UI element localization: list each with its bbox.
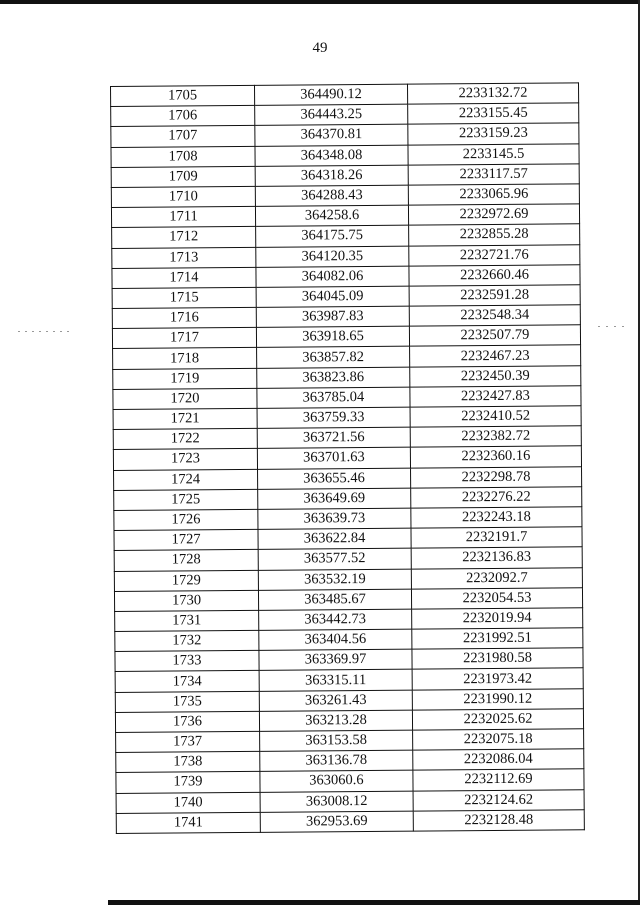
x-coordinate-cell: 363701.63 <box>257 448 410 469</box>
point-number-cell: 1722 <box>113 429 257 450</box>
y-coordinate-cell: 2232298.78 <box>411 466 582 488</box>
y-coordinate-cell: 2232075.18 <box>413 729 584 751</box>
x-coordinate-cell: 363008.12 <box>260 791 413 812</box>
scan-edge-bottom <box>108 900 640 905</box>
point-number-cell: 1712 <box>112 227 256 248</box>
point-number-cell: 1720 <box>113 388 257 409</box>
y-coordinate-cell: 2232855.28 <box>409 224 580 246</box>
point-number-cell: 1710 <box>111 186 255 207</box>
point-number-cell: 1721 <box>113 408 257 429</box>
point-number-cell: 1731 <box>115 610 259 631</box>
y-coordinate-cell: 2232124.62 <box>413 789 584 811</box>
x-coordinate-cell: 364348.08 <box>255 145 408 166</box>
y-coordinate-cell: 2232025.62 <box>412 709 583 731</box>
y-coordinate-cell: 2232972.69 <box>408 204 579 226</box>
point-number-cell: 1737 <box>116 731 260 752</box>
y-coordinate-cell: 2232191.7 <box>411 527 582 549</box>
point-number-cell: 1709 <box>111 166 255 187</box>
x-coordinate-cell: 363485.67 <box>258 589 411 610</box>
y-coordinate-cell: 2232136.83 <box>411 547 582 569</box>
y-coordinate-cell: 2232019.94 <box>412 608 583 630</box>
point-number-cell: 1727 <box>114 529 258 550</box>
x-coordinate-cell: 364288.43 <box>255 185 408 206</box>
page-number: 49 <box>312 40 328 56</box>
x-coordinate-cell: 364370.81 <box>255 125 408 146</box>
x-coordinate-cell: 363577.52 <box>258 548 411 569</box>
y-coordinate-cell: 2231992.51 <box>412 628 583 650</box>
y-coordinate-cell: 2231973.42 <box>412 668 583 690</box>
point-number-cell: 1705 <box>111 85 255 106</box>
y-coordinate-cell: 2232427.83 <box>410 386 581 408</box>
point-number-cell: 1739 <box>116 772 260 793</box>
y-coordinate-cell: 2233145.5 <box>408 143 579 165</box>
point-number-cell: 1715 <box>112 287 256 308</box>
point-number-cell: 1741 <box>116 812 260 833</box>
point-number-cell: 1713 <box>112 247 256 268</box>
point-number-cell: 1734 <box>115 671 259 692</box>
x-coordinate-cell: 364318.26 <box>255 165 408 186</box>
y-coordinate-cell: 2233117.57 <box>408 164 579 186</box>
x-coordinate-cell: 363136.78 <box>260 750 413 771</box>
point-number-cell: 1717 <box>112 328 256 349</box>
scan-noise-right <box>598 326 628 327</box>
table-row <box>116 810 584 834</box>
x-coordinate-cell: 364175.75 <box>256 225 409 246</box>
x-coordinate-cell: 363532.19 <box>258 569 411 590</box>
x-coordinate-cell: 363857.82 <box>257 347 410 368</box>
y-coordinate-cell: 2232382.72 <box>410 426 581 448</box>
x-coordinate-cell: 364490.12 <box>254 84 407 105</box>
point-number-cell: 1730 <box>114 590 258 611</box>
y-coordinate-cell: 2232660.46 <box>409 265 580 287</box>
y-coordinate-cell: 2231980.58 <box>412 648 583 670</box>
y-coordinate-cell: 2232410.52 <box>410 406 581 428</box>
point-number-cell: 1724 <box>114 469 258 490</box>
point-number-cell: 1706 <box>111 106 255 127</box>
scan-edge-top <box>0 0 640 4</box>
coordinates-table <box>110 82 585 834</box>
x-coordinate-cell: 364120.35 <box>256 246 409 267</box>
y-coordinate-cell: 2232548.34 <box>409 305 580 327</box>
y-coordinate-cell: 2232092.7 <box>411 567 582 589</box>
y-coordinate-cell: 2233155.45 <box>408 103 579 125</box>
x-coordinate-cell: 363918.65 <box>256 326 409 347</box>
x-coordinate-cell: 362953.69 <box>260 811 413 832</box>
x-coordinate-cell: 363639.73 <box>258 508 411 529</box>
x-coordinate-cell: 363622.84 <box>258 528 411 549</box>
x-coordinate-cell: 363649.69 <box>258 488 411 509</box>
x-coordinate-cell: 363655.46 <box>258 468 411 489</box>
x-coordinate-cell: 363153.58 <box>260 730 413 751</box>
x-coordinate-cell: 364443.25 <box>255 104 408 125</box>
y-coordinate-cell: 2232128.48 <box>413 810 584 832</box>
point-number-cell: 1732 <box>115 630 259 651</box>
x-coordinate-cell: 363404.56 <box>259 629 412 650</box>
y-coordinate-cell: 2232086.04 <box>413 749 584 771</box>
x-coordinate-cell: 363785.04 <box>257 387 410 408</box>
y-coordinate-cell: 2232507.79 <box>409 325 580 347</box>
y-coordinate-cell: 2232112.69 <box>413 769 584 791</box>
y-coordinate-cell: 2233065.96 <box>408 184 579 206</box>
point-number-cell: 1738 <box>116 752 260 773</box>
x-coordinate-cell: 363060.6 <box>260 771 413 792</box>
point-number-cell: 1740 <box>116 792 260 813</box>
x-coordinate-cell: 363213.28 <box>259 710 412 731</box>
y-coordinate-cell: 2232054.53 <box>411 587 582 609</box>
point-number-cell: 1736 <box>115 711 259 732</box>
x-coordinate-cell: 363823.86 <box>257 367 410 388</box>
point-number-cell: 1728 <box>114 550 258 571</box>
y-coordinate-cell: 2232276.22 <box>411 487 582 509</box>
y-coordinate-cell: 2233132.72 <box>407 83 578 105</box>
point-number-cell: 1711 <box>111 206 255 227</box>
y-coordinate-cell: 2232591.28 <box>409 285 580 307</box>
point-number-cell: 1714 <box>112 267 256 288</box>
point-number-cell: 1735 <box>115 691 259 712</box>
x-coordinate-cell: 363315.11 <box>259 670 412 691</box>
point-number-cell: 1718 <box>113 348 257 369</box>
point-number-cell: 1708 <box>111 146 255 167</box>
point-number-cell: 1707 <box>111 126 255 147</box>
point-number-cell: 1725 <box>114 489 258 510</box>
x-coordinate-cell: 363261.43 <box>259 690 412 711</box>
point-number-cell: 1716 <box>112 307 256 328</box>
coordinates-table-body <box>111 83 585 834</box>
point-number-cell: 1733 <box>115 651 259 672</box>
y-coordinate-cell: 2232243.18 <box>411 507 582 529</box>
y-coordinate-cell: 2232360.16 <box>410 446 581 468</box>
point-number-cell: 1726 <box>114 509 258 530</box>
x-coordinate-cell: 363987.83 <box>256 306 409 327</box>
y-coordinate-cell: 2232721.76 <box>409 244 580 266</box>
x-coordinate-cell: 364082.06 <box>256 266 409 287</box>
x-coordinate-cell: 364045.09 <box>256 286 409 307</box>
y-coordinate-cell: 2233159.23 <box>408 123 579 145</box>
x-coordinate-cell: 363442.73 <box>259 609 412 630</box>
point-number-cell: 1723 <box>113 449 257 470</box>
x-coordinate-cell: 364258.6 <box>255 205 408 226</box>
x-coordinate-cell: 363759.33 <box>257 407 410 428</box>
x-coordinate-cell: 363369.97 <box>259 649 412 670</box>
x-coordinate-cell: 363721.56 <box>257 427 410 448</box>
point-number-cell: 1719 <box>113 368 257 389</box>
scan-noise-left <box>18 331 73 332</box>
y-coordinate-cell: 2232467.23 <box>410 345 581 367</box>
y-coordinate-cell: 2232450.39 <box>410 365 581 387</box>
point-number-cell: 1729 <box>114 570 258 591</box>
y-coordinate-cell: 2231990.12 <box>412 688 583 710</box>
